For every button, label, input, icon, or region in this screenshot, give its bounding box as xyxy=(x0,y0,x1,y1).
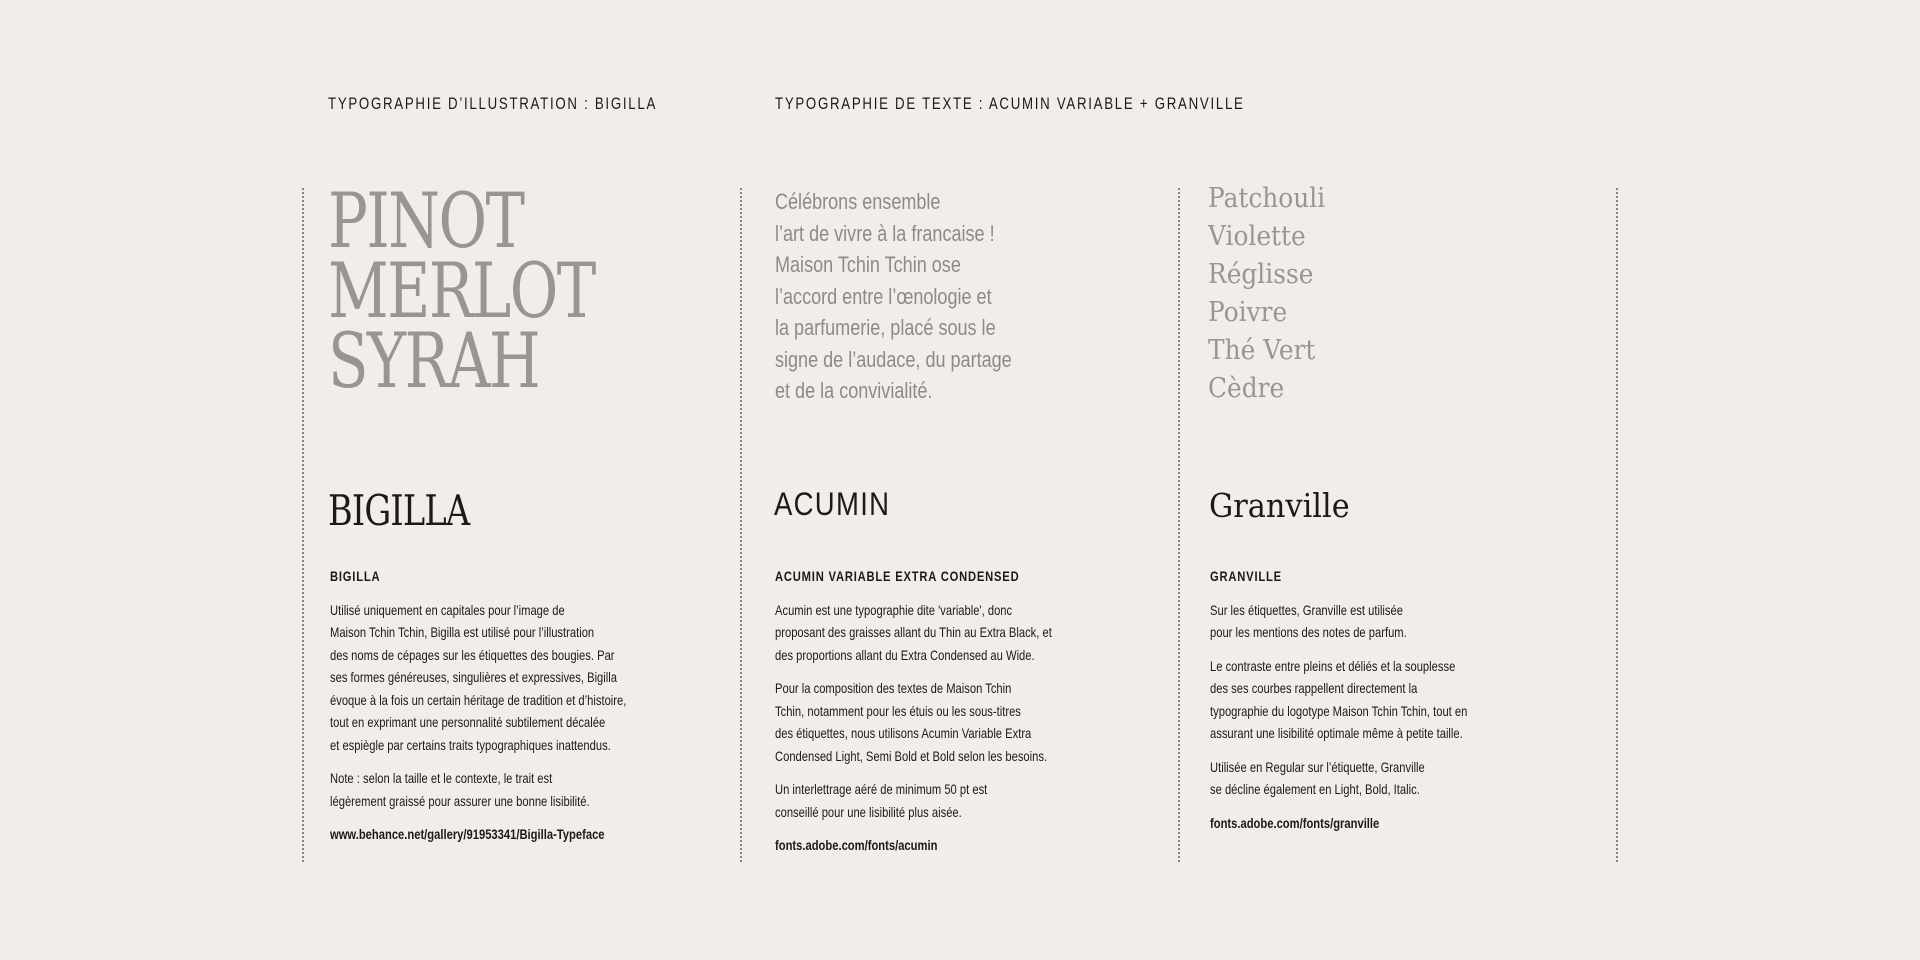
bigilla-link[interactable]: www.behance.net/gallery/91953341/Bigilla-Typeface xyxy=(330,826,605,842)
acumin-paragraph-3: Un interlettrage aéré de minimum 50 pt est conseillé pour une lisibilité plus aisée. xyxy=(775,781,988,820)
granville-paragraph-3: Utilisée en Regular sur l’étiquette, Granville se décline également en Light, Bold, Italic. xyxy=(1210,758,1425,797)
granville-showcase-item: Réglisse xyxy=(1208,259,1314,290)
acumin-label: ACUMIN VARIABLE EXTRA CONDENSED xyxy=(775,568,1020,584)
acumin-showcase-line: et de la convivialité. xyxy=(775,378,933,403)
dotted-divider-4 xyxy=(1616,188,1618,862)
bigilla-label: BIGILLA xyxy=(330,568,381,584)
acumin-font-name: ACUMIN xyxy=(774,486,891,522)
granville-showcase-item: Patchouli xyxy=(1208,183,1326,214)
dotted-divider-2 xyxy=(740,188,742,862)
granville-label: GRANVILLE xyxy=(1210,568,1282,584)
bigilla-showcase-line: PINOT xyxy=(328,176,524,265)
granville-paragraph-1: Sur les étiquettes, Granville est utilisée pour les mentions des notes de parfum. xyxy=(1210,601,1407,640)
bigilla-paragraph-1: Utilisé uniquement en capitales pour l’image de Maison Tchin Tchin, Bigilla est utilisé pour l’illustration des noms de cépages sur les étiquettes des bougies. Par ses formes généreuses, singulières et expressives, Bigilla évoque à la fois un certain héritage de tradition et d’histoire, tout en exprimant une personnalité subtilement décalée et espiègle par certains traits typographiques inattendus. xyxy=(330,601,627,753)
acumin-showcase-line: Célébrons ensemble xyxy=(775,189,941,214)
text-typography-heading: TYPOGRAPHIE DE TEXTE : ACUMIN VARIABLE + GRANVILLE xyxy=(775,94,1245,113)
dotted-divider-3 xyxy=(1178,188,1180,862)
bigilla-showcase-line: MERLOT xyxy=(328,246,595,335)
granville-showcase-item: Violette xyxy=(1208,221,1306,252)
granville-font-name: Granville xyxy=(1209,486,1350,525)
bigilla-description xyxy=(330,565,626,846)
illustration-typography-heading: TYPOGRAPHIE D’ILLUSTRATION : BIGILLA xyxy=(328,94,658,113)
acumin-showcase-line: l’accord entre l’œnologie et xyxy=(775,283,992,309)
bigilla-paragraph-2: Note : selon la taille et le contexte, le trait est légèrement graissé pour assurer une bonne lisibilité. xyxy=(330,770,590,809)
granville-showcase xyxy=(1208,180,1325,408)
acumin-link[interactable]: fonts.adobe.com/fonts/acumin xyxy=(775,837,938,853)
acumin-paragraph-1: Acumin est une typographie dite 'variable', donc proposant des graisses allant du Thin au Extra Black, et des proportions allant du Extra Condensed au Wide. xyxy=(775,601,1052,663)
acumin-showcase xyxy=(775,186,1046,407)
acumin-paragraph-2: Pour la composition des textes de Maison Tchin Tchin, notamment pour les étuis ou les sous-titres des étiquettes, nous utilisons Acumin Variable Extra Condensed Light, Semi Bold et Bold selon les besoins. xyxy=(775,680,1048,764)
acumin-showcase-line: signe de l’audace, du partage xyxy=(775,346,1012,372)
granville-showcase-item: Poivre xyxy=(1208,297,1288,328)
dotted-divider-1 xyxy=(302,188,304,862)
granville-showcase-item: Thé Vert xyxy=(1208,335,1316,366)
acumin-showcase-line: Maison Tchin Tchin ose xyxy=(775,252,961,277)
acumin-description xyxy=(775,565,1052,857)
granville-link[interactable]: fonts.adobe.com/fonts/granville xyxy=(1210,814,1380,831)
granville-description xyxy=(1210,565,1467,834)
acumin-showcase-line: l’art de vivre à la francaise ! xyxy=(775,220,995,246)
bigilla-font-name: BIGILLA xyxy=(328,486,470,535)
granville-paragraph-2: Le contraste entre pleins et déliés et la souplesse des ses courbes rappellent directement la typographie du logotype Maison Tchin Tchin, tout en assurant une lisibilité optimale même à petite taille. xyxy=(1210,657,1468,741)
bigilla-showcase-line: SYRAH xyxy=(328,316,540,405)
acumin-showcase-line: la parfumerie, placé sous le xyxy=(775,315,996,340)
granville-showcase-item: Cèdre xyxy=(1208,373,1285,404)
bigilla-showcase xyxy=(328,176,595,405)
